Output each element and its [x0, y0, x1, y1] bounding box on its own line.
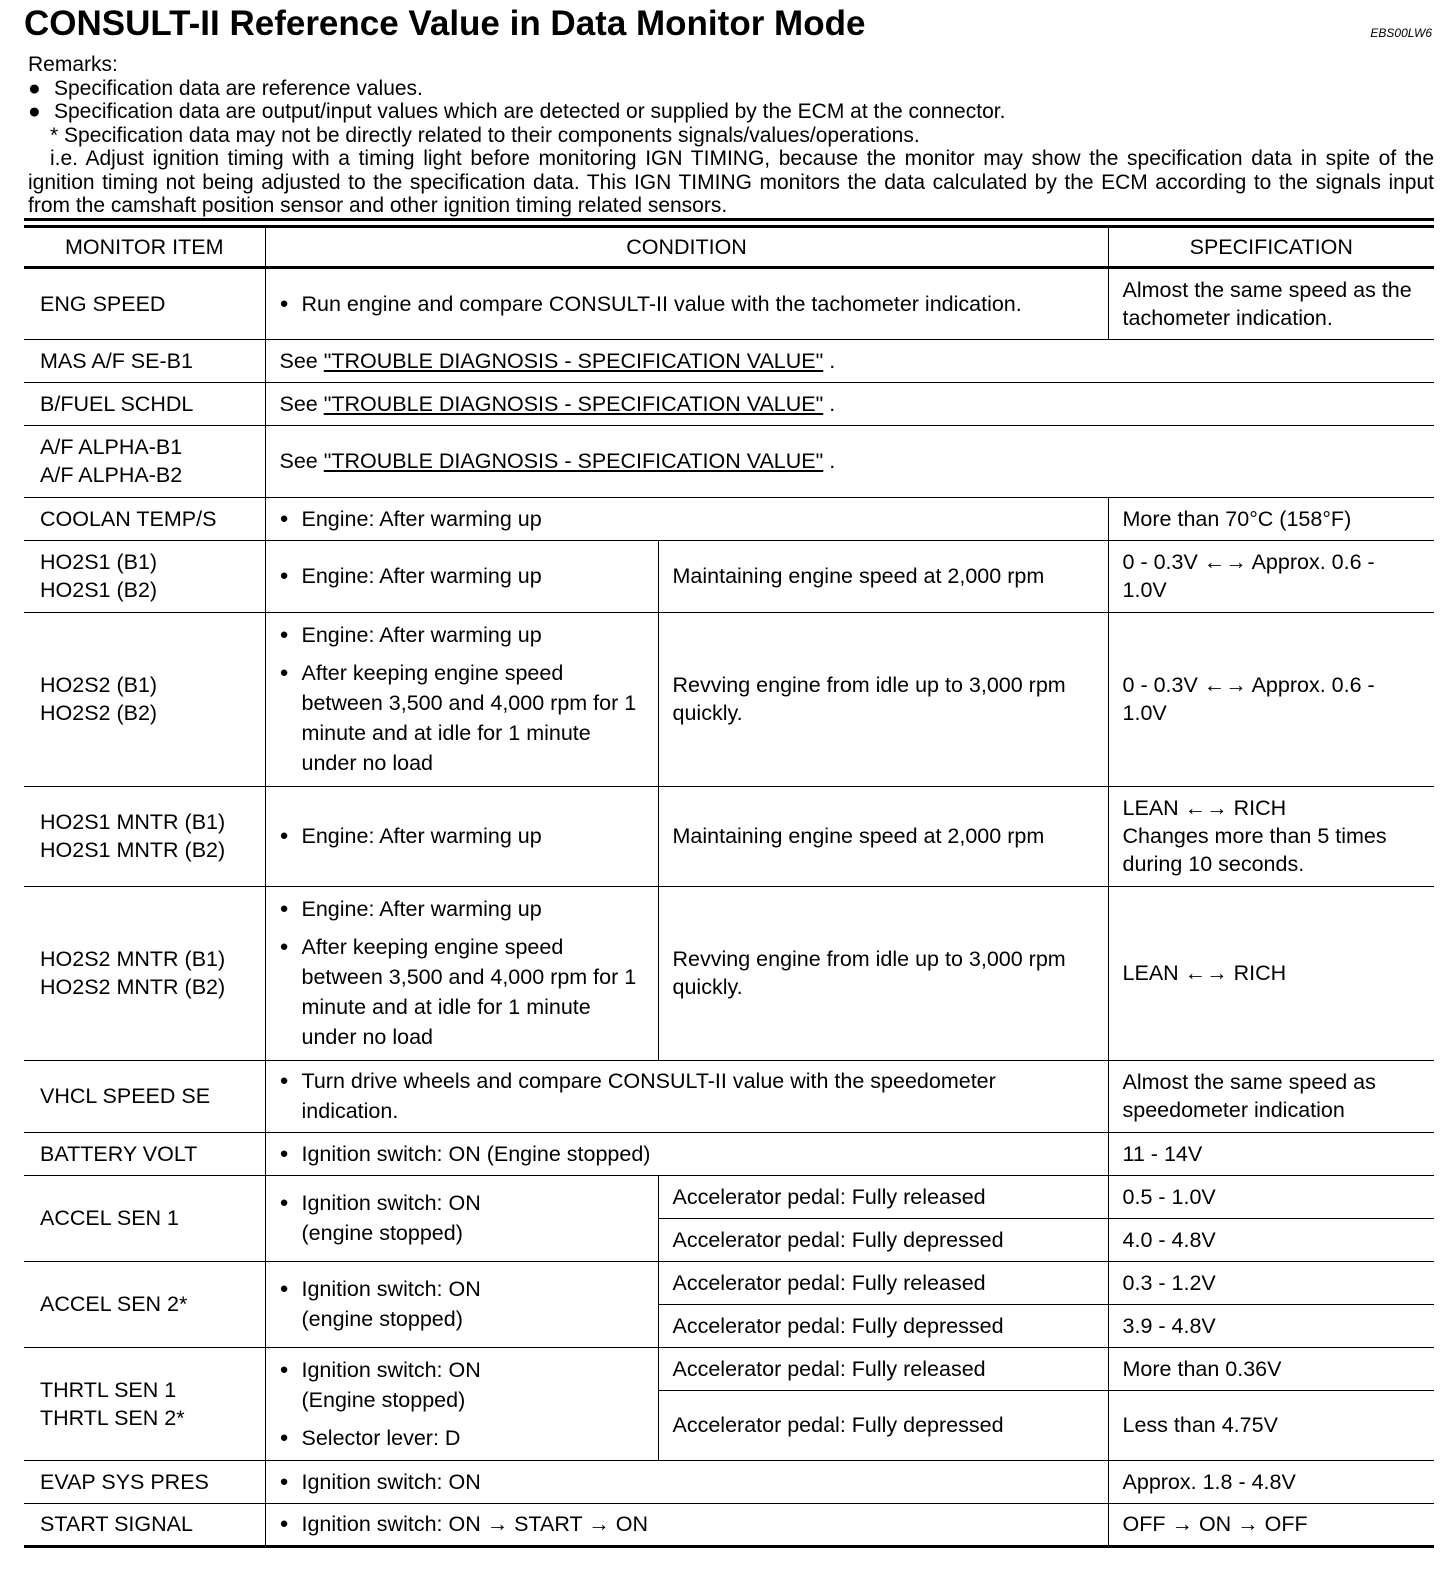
- condition-text: After keeping engine speed between 3,500 and 4,000 rpm for 1 minute and at idle for 1 minute under no load: [301, 935, 637, 1049]
- table-row: [24, 1261, 1434, 1304]
- bullet-icon: ●: [279, 1072, 289, 1089]
- see-suffix: .: [829, 348, 836, 373]
- bullet-icon: ●: [279, 900, 289, 917]
- bullet-icon: ●: [279, 664, 289, 681]
- remark-note: i.e. Adjust ignition timing with a timing light before monitoring IGN TIMING, because the monitor may show the specification data in spite of the ignition timing not being adjusted to the specification data. This IGN TIMING monitors the data calculated by the ECM according to the signals input from the camshaft position sensor and other ignition timing related sensors.: [28, 147, 1434, 217]
- sub-condition-cell: Accelerator pedal: Fully released: [658, 1175, 1108, 1218]
- header-condition: CONDITION: [265, 226, 1108, 267]
- monitor-item: A/F ALPHA-B1 A/F ALPHA-B2: [24, 425, 265, 497]
- condition-text: Engine: After warming up: [301, 824, 542, 848]
- see-prefix: See: [279, 391, 318, 416]
- condition-cell: [265, 1460, 1108, 1503]
- monitor-item: EVAP SYS PRES: [24, 1460, 265, 1503]
- remark-text: Specification data are output/input values which are detected or supplied by the ECM at the connector.: [54, 100, 1006, 123]
- specification-cell: More than 70°C (158°F): [1108, 497, 1434, 540]
- document-code: EBS00LW6: [1370, 26, 1432, 40]
- monitor-item: MAS A/F SE-B1: [24, 339, 265, 382]
- condition-text: Ignition switch: ON (engine stopped): [301, 1191, 481, 1245]
- table-header-row: [24, 226, 1434, 267]
- table-row: [24, 886, 1434, 1060]
- divider: [24, 218, 1434, 221]
- monitor-item: B/FUEL SCHDL: [24, 382, 265, 425]
- see-prefix: See: [279, 348, 318, 373]
- specification-cell: More than 0.36V: [1108, 1347, 1434, 1390]
- reference-value-table: [24, 225, 1434, 1548]
- bullet-icon: ●: [279, 1280, 289, 1297]
- sub-condition-cell: Accelerator pedal: Fully depressed: [658, 1218, 1108, 1261]
- table-row: [24, 339, 1434, 382]
- condition-text: Engine: After warming up: [301, 623, 542, 647]
- monitor-item: HO2S2 (B1) HO2S2 (B2): [24, 612, 265, 786]
- bullet-icon: ●: [279, 1515, 289, 1532]
- condition-cell: [265, 612, 658, 786]
- bullet-icon: ●: [279, 294, 289, 312]
- condition-text: Ignition switch: ON (engine stopped): [301, 1277, 481, 1331]
- specification-cell: 0 - 0.3V ←→ Approx. 0.6 - 1.0V: [1108, 612, 1434, 786]
- condition-cell: [265, 1060, 1108, 1132]
- specification-cell: 0.3 - 1.2V: [1108, 1261, 1434, 1304]
- reference-cell: [265, 339, 1434, 382]
- reference-link[interactable]: "TROUBLE DIAGNOSIS - SPECIFICATION VALUE": [323, 348, 824, 373]
- reference-cell: [265, 382, 1434, 425]
- bullet-icon: ●: [279, 509, 289, 527]
- bullet-icon: ●: [28, 76, 41, 100]
- specification-cell: LEAN ←→ RICH: [1108, 886, 1434, 1060]
- header-specification: SPECIFICATION: [1108, 226, 1434, 267]
- specification-cell: Approx. 1.8 - 4.8V: [1108, 1460, 1434, 1503]
- remarks-heading: Remarks:: [28, 53, 118, 76]
- table-row: [24, 1132, 1434, 1175]
- bullet-icon: ●: [279, 1144, 289, 1162]
- condition-cell: [265, 1503, 1108, 1546]
- monitor-item: START SIGNAL: [24, 1503, 265, 1546]
- table-row: [24, 612, 1434, 786]
- specification-cell: Almost the same speed as speedometer indication: [1108, 1060, 1434, 1132]
- condition-text: Selector lever: D: [301, 1425, 461, 1450]
- table-row: [24, 267, 1434, 339]
- bullet-icon: ●: [279, 1428, 289, 1446]
- condition-cell: [265, 267, 1108, 339]
- table-row: [24, 1060, 1434, 1132]
- condition-text: Ignition switch: ON: [301, 1469, 481, 1494]
- monitor-item: VHCL SPEED SE: [24, 1060, 265, 1132]
- monitor-item: THRTL SEN 1 THRTL SEN 2*: [24, 1347, 265, 1460]
- monitor-item: HO2S2 MNTR (B1) HO2S2 MNTR (B2): [24, 886, 265, 1060]
- condition-text: Run engine and compare CONSULT-II value with the tachometer indication.: [301, 291, 1022, 316]
- bullet-icon: ●: [279, 1360, 289, 1378]
- sub-condition-cell: Revving engine from idle up to 3,000 rpm quickly.: [658, 886, 1108, 1060]
- sub-condition-cell: Maintaining engine speed at 2,000 rpm: [658, 786, 1108, 886]
- monitor-item: ACCEL SEN 2*: [24, 1261, 265, 1347]
- reference-link[interactable]: "TROUBLE DIAGNOSIS - SPECIFICATION VALUE": [323, 391, 824, 416]
- table-row: [24, 540, 1434, 612]
- remark-item: [28, 77, 1434, 101]
- specification-cell: 0.5 - 1.0V: [1108, 1175, 1434, 1218]
- bullet-icon: ●: [279, 1194, 289, 1211]
- page-title: CONSULT-II Reference Value in Data Monitor Mode: [24, 4, 866, 43]
- condition-text: After keeping engine speed between 3,500 and 4,000 rpm for 1 minute and at idle for 1 minute under no load: [301, 661, 637, 775]
- sub-condition-cell: Revving engine from idle up to 3,000 rpm quickly.: [658, 612, 1108, 786]
- monitor-item: HO2S1 MNTR (B1) HO2S1 MNTR (B2): [24, 786, 265, 886]
- bullet-icon: ●: [28, 100, 41, 123]
- condition-cell: [265, 786, 658, 886]
- monitor-item: ACCEL SEN 1: [24, 1175, 265, 1261]
- monitor-item: COOLAN TEMP/S: [24, 497, 265, 540]
- table-row: [24, 786, 1434, 886]
- reference-link[interactable]: "TROUBLE DIAGNOSIS - SPECIFICATION VALUE": [323, 449, 824, 473]
- specification-cell: 3.9 - 4.8V: [1108, 1304, 1434, 1347]
- condition-text: Ignition switch: ON (Engine stopped): [301, 1141, 651, 1166]
- remarks: [24, 53, 1434, 218]
- table-row: [24, 1347, 1434, 1390]
- specification-cell: OFF → ON → OFF: [1108, 1503, 1434, 1546]
- sub-condition-cell: Maintaining engine speed at 2,000 rpm: [658, 540, 1108, 612]
- bullet-icon: ●: [279, 1472, 289, 1490]
- specification-cell: 0 - 0.3V ←→ Approx. 0.6 - 1.0V: [1108, 540, 1434, 612]
- remark-note: * Specification data may not be directly related to their components signals/values/operations.: [50, 123, 920, 147]
- monitor-item: HO2S1 (B1) HO2S1 (B2): [24, 540, 265, 612]
- see-prefix: See: [279, 449, 318, 473]
- monitor-item: BATTERY VOLT: [24, 1132, 265, 1175]
- specification-cell: 4.0 - 4.8V: [1108, 1218, 1434, 1261]
- condition-text: Ignition switch: ON → START → ON: [301, 1512, 648, 1536]
- specification-cell: LEAN ←→ RICH Changes more than 5 times during 10 seconds.: [1108, 786, 1434, 886]
- condition-text: Engine: After warming up: [301, 897, 542, 921]
- bullet-icon: ●: [279, 827, 289, 844]
- sub-condition-cell: Accelerator pedal: Fully released: [658, 1261, 1108, 1304]
- condition-cell: [265, 540, 658, 612]
- condition-text: Ignition switch: ON (Engine stopped): [301, 1357, 481, 1412]
- sub-condition-cell: Accelerator pedal: Fully depressed: [658, 1390, 1108, 1460]
- table-row: [24, 1503, 1434, 1546]
- table-row: [24, 382, 1434, 425]
- condition-cell: [265, 1347, 658, 1460]
- table-row: [24, 425, 1434, 497]
- bullet-icon: ●: [279, 626, 289, 643]
- condition-text: Turn drive wheels and compare CONSULT-II value with the speedometer indication.: [301, 1069, 996, 1123]
- bullet-icon: ●: [279, 567, 289, 584]
- sub-condition-cell: Accelerator pedal: Fully released: [658, 1347, 1108, 1390]
- condition-cell: [265, 1261, 658, 1347]
- specification-cell: Less than 4.75V: [1108, 1390, 1434, 1460]
- header-monitor-item: MONITOR ITEM: [24, 226, 265, 267]
- remark-item: [28, 100, 1434, 124]
- reference-cell: [265, 425, 1434, 497]
- condition-cell: [265, 886, 658, 1060]
- table-row: [24, 1175, 1434, 1218]
- see-suffix: .: [829, 449, 836, 473]
- condition-cell: [265, 497, 1108, 540]
- monitor-item: ENG SPEED: [24, 267, 265, 339]
- condition-text: Engine: After warming up: [301, 564, 542, 588]
- bullet-icon: ●: [279, 938, 289, 955]
- condition-text: Engine: After warming up: [301, 506, 542, 531]
- table-row: [24, 1460, 1434, 1503]
- specification-cell: Almost the same speed as the tachometer indication.: [1108, 267, 1434, 339]
- document-page: [24, 0, 1434, 1548]
- condition-cell: [265, 1132, 1108, 1175]
- remark-text: Specification data are reference values.: [54, 76, 423, 100]
- sub-condition-cell: Accelerator pedal: Fully depressed: [658, 1304, 1108, 1347]
- see-suffix: .: [829, 391, 836, 416]
- specification-cell: 11 - 14V: [1108, 1132, 1434, 1175]
- condition-cell: [265, 1175, 658, 1261]
- table-row: [24, 497, 1434, 540]
